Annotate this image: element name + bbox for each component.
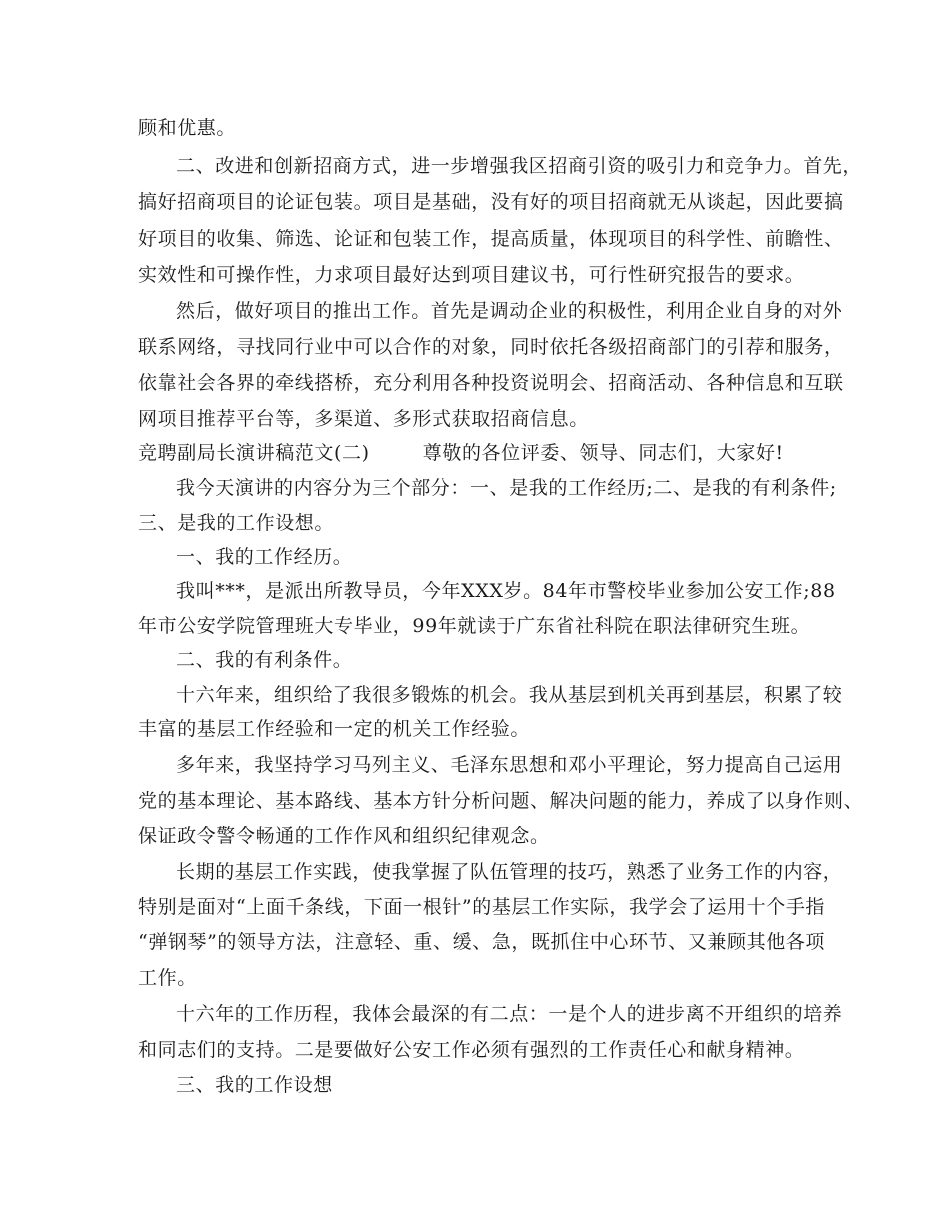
text-line: 长期的基层工作实践，使我掌握了队伍管理的技巧，熟悉了业务工作的内容， <box>176 861 843 883</box>
text-line: 搞好招商项目的论证包装。项目是基础，没有好的项目招商就无从谈起，因此要搞 <box>138 191 844 213</box>
heading-line: 一、我的工作经历。 <box>176 546 353 568</box>
text-line: 顾和优惠。 <box>138 117 237 139</box>
text-line: 依靠社会各界的牵线搭桥，充分利用各种投资说明会、招商活动、各种信息和互联 <box>138 372 844 394</box>
text-line: 和同志们的支持。二是要做好公安工作必须有强烈的工作责任心和献身精神。 <box>138 1039 805 1061</box>
text-line: 多年来，我坚持学习马列主义、毛泽东思想和邓小平理论，努力提高自己运用 <box>176 754 843 776</box>
text-line: 保证政令警令畅通的工作作风和组织纪律观念。 <box>138 825 550 847</box>
text-line: 十六年的工作历程，我体会最深的有二点：一是个人的进步离不开组织的培养 <box>176 1003 843 1025</box>
heading-line: 三、我的工作设想 <box>176 1074 333 1096</box>
text-line: 三、是我的工作设想。 <box>138 512 335 534</box>
text-line: 然后，做好项目的推出工作。首先是调动企业的积极性，利用企业自身的对外 <box>176 300 843 322</box>
heading-line: 二、我的有利条件。 <box>176 649 353 671</box>
text-line: 二、改进和创新招商方式，进一步增强我区招商引资的吸引力和竞争力。首先， <box>176 155 863 177</box>
text-line: 工作。 <box>138 967 197 989</box>
text-line: “弹钢琴”的领导方法，注意轻、重、缓、急，既抓住中心环节、又兼顾其他各项 <box>138 931 826 953</box>
text-line: 丰富的基层工作经验和一定的机关工作经验。 <box>138 718 531 740</box>
text-line: 实效性和可操作性，力求项目最好达到项目建议书，可行性研究报告的要求。 <box>138 264 805 286</box>
text-line: 网项目推荐平台等，多渠道、多形式获取招商信息。 <box>138 408 589 430</box>
text-line: 好项目的收集、筛选、论证和包装工作，提高质量，体现项目的科学性、前瞻性、 <box>138 228 844 250</box>
text-line: 十六年来，组织给了我很多锻炼的机会。我从基层到机关再到基层，积累了较 <box>176 684 843 706</box>
text-line: 年市公安学院管理班大专毕业，99年就读于广东省社科院在职法律研究生班。 <box>138 615 811 637</box>
text-line: 党的基本理论、基本路线、基本方针分析问题、解决问题的能力，养成了以身作则、 <box>138 790 864 812</box>
text-line: 我今天演讲的内容分为三个部分：一、是我的工作经历;二、是我的有利条件; <box>176 477 837 499</box>
text-line: 特别是面对“上面千条线，下面一根针”的基层工作实际，我学会了运用十个手指 <box>138 896 826 918</box>
text-line: 我叫***，是派出所教导员，今年XXX岁。84年市警校毕业参加公安工作;88 <box>176 580 836 602</box>
text-line: 联系网络，寻找同行业中可以合作的对象，同时依托各级招商部门的引荐和服务， <box>138 336 844 358</box>
section-title: 竞聘副局长演讲稿范文(二) 尊敬的各位评委、领导、同志们，大家好! <box>138 442 784 464</box>
